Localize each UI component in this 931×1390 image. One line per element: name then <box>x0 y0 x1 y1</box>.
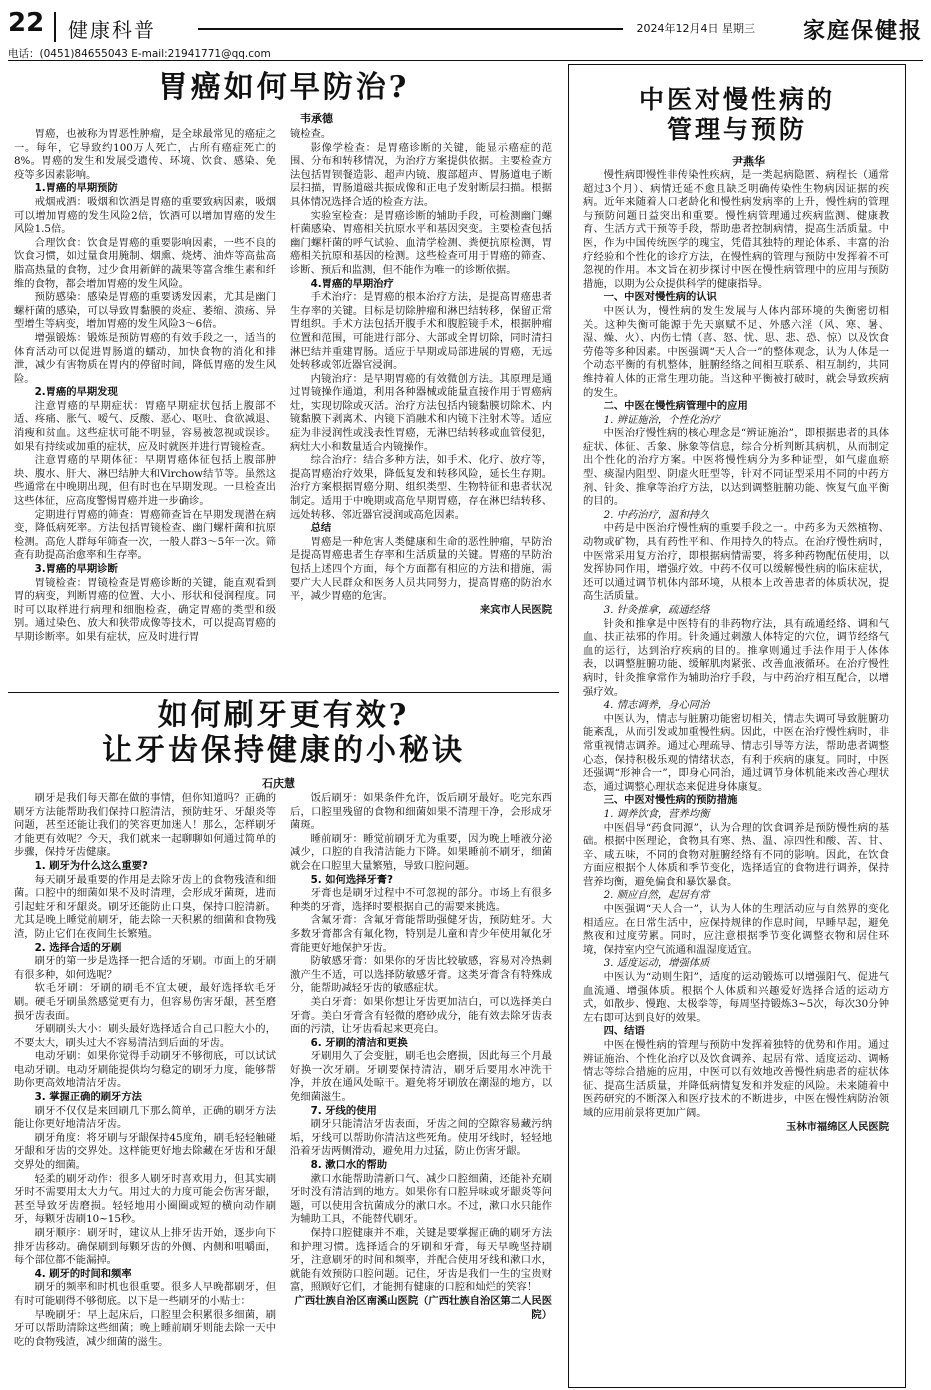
issue-date: 2024年12月4日 星期三 <box>636 22 755 35</box>
source-line: 来宾市人民医院 <box>479 603 552 616</box>
paragraph: 每天刷牙最重要的作用是去除牙齿上的食物残渣和细菌。口腔中的细菌如果不及时清理，会形成牙菌斑，进而引起蛀牙和牙龈炎。刷牙还能防止口臭，保持口腔清新。尤其是晚上睡觉前刷牙，能去除一天积累的细菌和食物残渣，防止它们在夜间生长繁殖。 <box>14 873 276 940</box>
paragraph: 中医认为，慢性病的发生发展与人体内部环境的失衡密切相关。这种失衡可能源于先天禀赋不足、外感六淫（风、寒、暑、湿、燥、火）、内伤七情（喜、怒、忧、思、悲、恐、惊）以及饮食劳倦等多种因素。中医强调“天人合一”的整体观念，认为人体是一个动态平衡的有机整体，脏腑经络之间相互联系、相互制约，共同维持着人体的正常生理功能。当这种平衡被打破时，就会导致疾病的发生。 <box>583 304 889 399</box>
subheading: 一、中医对慢性病的认识 <box>603 291 717 304</box>
subheading: 1. 调养饮食，营养均衡 <box>603 807 710 820</box>
paragraph: 刷牙的频率和时机也很重要。很多人早晚都刷牙，但有时可能刷得不够彻底。以下是一些刷牙的小贴士： <box>14 1281 276 1307</box>
subheading: 2.胃癌的早期发现 <box>34 386 118 399</box>
paragraph: 胃癌，也被称为胃恶性肿瘤，是全球最常见的癌症之一。每年，它导致约100万人死亡，占所有癌症死亡的8%。胃癌的发生和发展受遗传、环境、饮食、感染、免疫等多因素影响。 <box>14 128 276 181</box>
subheading: 1. 辨证施治，个性化治疗 <box>603 413 720 426</box>
subheading: 8. 漱口水的帮助 <box>310 1159 388 1172</box>
newspaper-name: 家庭保健报 <box>802 18 923 44</box>
article2-column-2 <box>290 792 552 1384</box>
subheading: 二、中医在慢性病管理中的应用 <box>603 400 748 413</box>
paragraph: 漱口水能帮助清新口气、减少口腔细菌，还能补充刷牙时没有清洁到的地方。如果你有口腔异味或牙龈炎等问题，可以使用含抗菌成分的漱口水。不过，漱口水只能作为辅助工具，不能替代刷牙。 <box>290 1172 552 1226</box>
paragraph: 牙刷刷头大小：刷头最好选择适合自己口腔大小的，不要太大，刷头过大不容易清洁到后面的牙齿。 <box>14 1023 276 1049</box>
paragraph: 保持口腔健康并不难，关键是要掌握正确的刷牙方法和护理习惯。选择适合的牙刷和牙膏，每天早晚坚持刷牙，注意刷牙的时间和频率，并配合使用牙线和漱口水，就能有效预防口腔问题。记住，牙齿是我们一生的宝贵财富，照顾好它们，才能拥有健康的口腔和灿烂的笑容！ <box>290 1227 552 1294</box>
paragraph: 实验室检查：是胃癌诊断的辅助手段，可检测幽门螺杆菌感染、胃癌相关抗原水平和基因突变。主要检查包括幽门螺杆菌的呼气试验、血清学检测、粪便抗原检测，胃癌相关抗原和基因的检测。这些检查可用于胃癌的筛查、诊断、预后和监测，但不能作为唯一的诊断依据。 <box>290 209 552 276</box>
subheading: 1. 刷牙为什么这么重要? <box>34 859 148 872</box>
paragraph: 中医在慢性病的管理与预防中发挥着独特的优势和作用。通过辨证施治、个性化治疗以及饮食调养、起居有常、适度运动、调畅情志等综合措施的应用，中医可以有效地改善慢性病患者的症状体征、提高生活质量，并降低病情复发和并发症的风险。未来随着中医药研究的不断深入和医疗技术的不断进步，中医在慢性病防治领域的应用前景将更加广阔。 <box>583 1039 889 1119</box>
article3-author: 尹燕华 <box>732 155 765 168</box>
paragraph: 饭后刷牙：如果条件允许，饭后刷牙最好。吃完东西后，口腔里残留的食物和细菌如果不清理干净，会形成牙菌斑。 <box>290 792 552 832</box>
paragraph: 轻柔的刷牙动作：很多人刷牙时喜欢用力，但其实刷牙时不需要用太大力气。用过大的力度可能会伤害牙龈，甚至导致牙齿磨损。轻轻地用小圈圈或短的横向动作刷牙，每颗牙齿刷10~15秒。 <box>14 1172 276 1226</box>
paragraph: 刷牙角度：将牙刷与牙龈保持45度角，刷毛轻轻触碰牙龈和牙齿的交界处。这样能更好地去除藏在牙齿和牙龈交界处的细菌。 <box>14 1131 276 1172</box>
paragraph: 手术治疗：是胃癌的根本治疗方法，是提高胃癌患者生存率的关键。目标是切除肿瘤和淋巴结转移，保留正常胃组织。手术方法包括开腹手术和腹腔镜手术，根据肿瘤位置和范围，可能进行部分、大部或全胃切除，同时清扫淋巴结并重建胃肠。适应于早期或局部进展的胃癌，无远处转移或邻近器官浸润。 <box>290 291 552 372</box>
article1-column-1 <box>14 128 276 676</box>
paragraph: 刷牙只能清洁牙齿表面，牙齿之间的空隙容易藏污纳垢，牙线可以帮助你清洁这些死角。使用牙线时，轻轻地沿着牙齿两侧滑动，避免用力过猛，防止伤害牙龈。 <box>290 1118 552 1158</box>
paragraph: 戒烟戒酒：吸烟和饮酒是胃癌的重要致病因素，吸烟可以增加胃癌的发生风险2倍，饮酒可以增加胃癌的发生风险1.5倍。 <box>14 195 276 236</box>
paragraph: 刷牙不仅仅是来回刷几下那么简单，正确的刷牙方法能让你更好地清洁牙齿。 <box>14 1104 276 1131</box>
subheading: 3. 针灸推拿，疏通经络 <box>603 604 710 616</box>
paragraph: 针灸和推拿是中医特有的非药物疗法，具有疏通经络、调和气血、扶正祛邪的作用。针灸通过刺激人体特定的穴位，调节经络气血的运行，达到治疗疾病的目的。推拿则通过手法作用于人体体表，以调整脏腑功能、缓解肌肉紧张、改善血液循环。在治疗慢性病时，针灸推拿常作为辅助治疗手段，与中药治疗相互配合，以增强疗效。 <box>583 617 889 698</box>
article2-title <box>8 698 559 769</box>
subheading: 1.胃癌的早期预防 <box>34 182 118 195</box>
paragraph: 早晚刷牙：早上起床后，口腔里会积累很多细菌，刷牙可以帮助清除这些细菌；晚上睡前刷牙则能去除一天中吃的食物残渣，减少细菌的滋生。 <box>14 1308 276 1348</box>
top-rule <box>8 60 923 61</box>
subheading: 4.胃癌的早期治疗 <box>310 277 394 290</box>
paragraph: 注意胃癌的早期症状：胃癌早期症状包括上腹部不适、疼痛、胀气、嗳气、反酸、恶心、呕吐、食欲减退、消瘦和贫血。这些症状可能不明显，容易被忽视或误诊。如果有持续或加重的症状，应及时就医并进行胃镜检查。 <box>14 399 276 453</box>
article3-title <box>569 85 905 144</box>
paragraph: 美白牙膏：如果你想让牙齿更加洁白，可以选择美白牙膏。美白牙膏含有轻微的磨砂成分，能有效去除牙齿表面的污渍，让牙齿看起来更亮白。 <box>290 995 552 1036</box>
paragraph: 电动牙刷：如果你觉得手动刷牙不够彻底，可以试试电动牙刷。电动牙刷能提供均匀稳定的刷牙力度，能够帮助你更高效地清洁牙齿。 <box>14 1050 276 1090</box>
article3-title-line1: 中医对慢性病的 <box>638 85 835 114</box>
paragraph: 合理饮食：饮食是胃癌的重要影响因素，一些不良的饮食习惯，如过量食用腌制、烟熏、烧烤、油炸等高盐高脂高热量的食物，过少食用新鲜的蔬果等富含维生素和纤维的食物，都会增加胃癌的发生风险。 <box>14 236 276 290</box>
paragraph: 牙膏也是刷牙过程中不可忽视的部分。市场上有很多种类的牙膏，选择时要根据自己的需要来挑选。 <box>290 887 552 913</box>
article2-column-1 <box>14 792 276 1384</box>
subheading: 7. 牙线的使用 <box>310 1104 377 1117</box>
paragraph: 预防感染：感染是胃癌的重要诱发因素，尤其是幽门螺杆菌的感染，可以导致胃黏膜的炎症、萎缩、溃疡、异型增生等病变，增加胃癌的发生风险3～6倍。 <box>14 291 276 331</box>
subheading: 总结 <box>310 522 332 535</box>
paragraph: 软毛牙刷：牙刷的刷毛不宜太硬，最好选择软毛牙刷。硬毛牙刷虽然感觉更有力，但容易伤害牙龈，甚至磨损牙齿表面。 <box>14 982 276 1022</box>
paragraph: 睡前刷牙：睡觉前刷牙尤为重要，因为晚上唾液分泌减少，口腔的自我清洁能力下降。如果睡前不刷牙，细菌就会在口腔里大量繁殖，导致口腔问题。 <box>290 832 552 872</box>
subheading: 3. 适度运动，增强体质 <box>603 957 710 970</box>
subheading: 2. 中药治疗，温和持久 <box>603 508 710 521</box>
article1-title: 胃癌如何早防治? <box>157 70 410 105</box>
paragraph: 胃癌是一种危害人类健康和生命的恶性肿瘤，早防治是提高胃癌患者生存率和生活质量的关键。胃癌的早防治包括上述四个方面，每个方面都有相应的方法和措施，需要广大人民群众和医务人员共同努力，提高胃癌的防治水平，减少胃癌的危害。 <box>290 535 552 603</box>
page-number: 22 <box>8 8 45 38</box>
header-rule <box>198 28 623 30</box>
paragraph: 内镜治疗：是早期胃癌的有效微创方法。其原理是通过胃镜操作通道，利用各种器械或能量直接作用于胃癌病灶，实现切除或灭活。治疗方法包括内镜黏膜切除术、内镜黏膜下剥离术、内镜下消融术和内镜下注射术等。适应症为非浸润性或浅表性胃癌，无淋巴结转移或血管侵犯，病灶大小和数量适合内镜操作。 <box>290 372 552 453</box>
subheading: 四、结语 <box>603 1025 645 1038</box>
header-divider <box>54 12 56 42</box>
article2-title-line1: 如何刷牙更有效? <box>157 698 410 733</box>
source-line: 广西壮族自治区南溪山医院（广西壮族自治区第二人民医院） <box>294 1294 552 1321</box>
subheading: 2. 顺应自然，起居有常 <box>603 889 710 902</box>
subheading: 4. 刷牙的时间和频率 <box>34 1267 132 1280</box>
paragraph: 中医强调“天人合一”，认为人体的生理活动应与自然界的变化相适应。在日常生活中，应保持规律的作息时间，早睡早起，避免熬夜和过度劳累。同时，应注意根据季节变化调整衣物和居住环境，保持室内空气流通和温湿度适宜。 <box>583 903 889 956</box>
page-header <box>8 6 923 48</box>
paragraph: 增强锻炼：锻炼是预防胃癌的有效手段之一，适当的体育活动可以促进胃肠道的蠕动，加快食物的消化和排泄，减少有害物质在胃内的停留时间，降低胃癌的发生风险。 <box>14 331 276 385</box>
paragraph: 牙刷用久了会变脏，刷毛也会磨损，因此每三个月最好换一次牙刷。牙刷要保持清洁，刷牙后要用水冲洗干净，并放在通风处晾干。避免将牙刷放在潮湿的地方，以免细菌滋生。 <box>290 1050 552 1104</box>
paragraph: 刷牙顺序：刷牙时，建议从上排牙齿开始，逐步向下排牙齿移动。确保刷到每颗牙齿的外侧、内侧和咀嚼面，每个部位都不能漏掉。 <box>14 1227 276 1267</box>
subheading: 3. 掌握正确的刷牙方法 <box>34 1091 142 1104</box>
contact-line: 电话：(0451)84655043 E-mail:21941771@qq.com <box>8 48 271 60</box>
paragraph: 胃镜检查：胃镜检查是胃癌诊断的关键，能直观看到胃的病变，判断胃癌的位置、大小、形状和侵润程度。同时可以取样进行病理和细胞检查，确定胃癌的类型和级别。通过染色、放大和狭带成像等技术，可以提高胃癌的早期诊断率。如果有症状，应及时进行胃 <box>14 576 276 643</box>
paragraph: 中药是中医治疗慢性病的重要手段之一。中药多为天然植物、动物或矿物，具有药性平和、作用持久的特点。在治疗慢性病时，中医常采用复方治疗，即根据病情需要，将多种药物配伍使用，以发挥协同作用，增强疗效。中药不仅可以缓解慢性病的临床症状，还可以通过调节机体内部环境，从根本上改善患者的体质状况，提高生活质量。 <box>583 522 889 603</box>
paragraph: 镜检查。 <box>290 128 332 140</box>
subheading: 3.胃癌的早期诊断 <box>34 563 118 575</box>
subheading: 6. 牙刷的清洁和更换 <box>310 1036 408 1049</box>
paragraph: 中医认为“动则生阳”，适度的运动锻炼可以增强阳气、促进气血流通、增强体质。根据个人体质和兴趣爱好选择合适的运动方式，如散步、慢跑、太极拳等，每周坚持锻炼3~5次，每次30分钟左右即可达到良好的效果。 <box>583 971 889 1024</box>
article3-box <box>568 64 906 1388</box>
paragraph: 防敏感牙膏：如果你的牙齿比较敏感，容易对冷热刺激产生不适，可以选择防敏感牙膏。这类牙膏含有特殊成分，能帮助减轻牙齿的敏感症状。 <box>290 955 552 995</box>
paragraph: 中医倡导“药食同源”，认为合理的饮食调养是预防慢性病的基础。根据中医理论，食物具有寒、热、温、凉四性和酸、苦、甘、辛、咸五味，不同的食物对脏腑经络有不同的影响。因此，在饮食方面应根据个人体质和季节变化，选择适宜的食物进行调养，保持营养均衡，避免偏食和暴饮暴食。 <box>583 821 889 888</box>
subheading: 三、中医对慢性病的预防措施 <box>603 794 738 807</box>
paragraph: 慢性病即慢性非传染性疾病，是一类起病隐匿、病程长（通常超过3个月）、病情迁延不愈且缺乏明确传染性生物病因证据的疾病。近年来随着人口老龄化和慢性病发病率的上升，慢性病的管理与预防问题日益突出和重要。慢性病管理通过疾病监测、健康教育、生活方式干预等手段，帮助患者控制病情，提高生活质量。中医，作为中国传统医学的瑰宝，凭借其独特的理论体系、丰富的治疗经验和个性化的诊疗方法，在慢性病的管理与预防中发挥着不可忽视的作用。本文旨在初步探讨中医在慢性病管理中的应用与预防措施，以期为公众提供科学的健康指导。 <box>583 169 889 290</box>
section-name: 健康科普 <box>68 18 156 42</box>
subheading: 4. 情志调养，身心同治 <box>603 699 710 712</box>
paragraph: 中医治疗慢性病的核心理念是“辨证施治”，即根据患者的具体症状、体征、舌象、脉象等信息，综合分析判断其病机，从而制定出个性化的治疗方案。中医将慢性病分为多种证型，如气虚血瘀型、痰湿内阻型、阴虚火旺型等，针对不同证型采用不同的中药方剂、针灸、推拿等治疗方法，以达到调整脏腑功能、恢复气血平衡的目的。 <box>583 427 889 508</box>
subheading: 2. 选择合适的牙刷 <box>34 941 122 954</box>
article2-author: 石庆慧 <box>262 777 295 790</box>
article3-body <box>583 169 889 1379</box>
article1-column-2 <box>290 128 552 688</box>
article-divider <box>8 692 559 693</box>
paragraph: 刷牙的第一步是选择一把合适的牙刷。市面上的牙刷有很多种，如何选呢？ <box>14 955 276 981</box>
paragraph: 注意胃癌的早期体征：早期胃癌体征包括上腹部肿块、腹水、肝大、淋巴结肿大和Virchow结节等。虽然这些通常在中晚期出现，但有时也在早期发现。一旦检查出这些体征，应高度警惕胃癌并进一步确诊。 <box>14 454 276 508</box>
paragraph: 刷牙是我们每天都在做的事情，但你知道吗？正确的刷牙方法能帮助我们保持口腔清洁，预防蛀牙、牙龈炎等问题，甚至还能让我们的笑容更加迷人！那么，怎样刷牙才能更有效呢？今天，我们就来一起聊聊如何通过简单的步骤，保持牙齿健康。 <box>14 792 276 859</box>
paragraph: 中医认为，情志与脏腑功能密切相关，情志失调可导致脏腑功能紊乱，从而引发或加重慢性病。因此，中医在治疗慢性病时，非常重视情志调养。通过心理疏导、情志引导等方法，帮助患者调整心态，保持积极乐观的情绪状态，有利于疾病的康复。同时，中医还强调“形神合一”，即身心同治，通过调节身体机能来改善心理状态，通过调整心理状态来促进身体康复。 <box>583 712 889 793</box>
paragraph: 定期进行胃癌的筛查：胃癌筛查旨在早期发现潜在病变，降低病死率。方法包括胃镜检查、幽门螺杆菌和抗原检测。高危人群每年筛查一次，一般人群3～5年一次。筛查有助提高治愈率和生存率。 <box>14 508 276 562</box>
article2-title-line2: 让牙齿保持健康的小秘诀 <box>102 733 465 769</box>
paragraph: 综合治疗：结合多种方法，如手术、化疗、放疗等，提高胃癌治疗效果，降低复发和转移风险，延长生存期。治疗方案根据胃癌分期、组织类型、生物特征和患者状况制定。适用于中晚期或高危早期胃癌，存在淋巴结转移、远处转移、邻近器官浸润或高危因素。 <box>290 454 552 521</box>
paragraph: 影像学检查：是胃癌诊断的关键，能显示癌症的范围、分布和转移情况，为治疗方案提供依据。主要检查方法包括胃钡餐造影、超声内镜、腹部超声、胃肠道电子断层扫描，胃肠道磁共振成像和正电子发射断层扫描。根据具体情况选择合适的检查方法。 <box>290 141 552 208</box>
article1-author: 韦承德 <box>300 112 333 125</box>
article3-title-line2: 管理与预防 <box>666 114 807 144</box>
source-line: 玉林市福绵区人民医院 <box>786 1120 889 1133</box>
paragraph: 含氟牙膏：含氟牙膏能帮助强健牙齿，预防蛀牙。大多数牙膏都含有氟化物，特别是儿童和青少年使用氟化牙膏能更好地保护牙齿。 <box>290 914 552 954</box>
subheading: 5. 如何选择牙膏? <box>310 873 394 886</box>
